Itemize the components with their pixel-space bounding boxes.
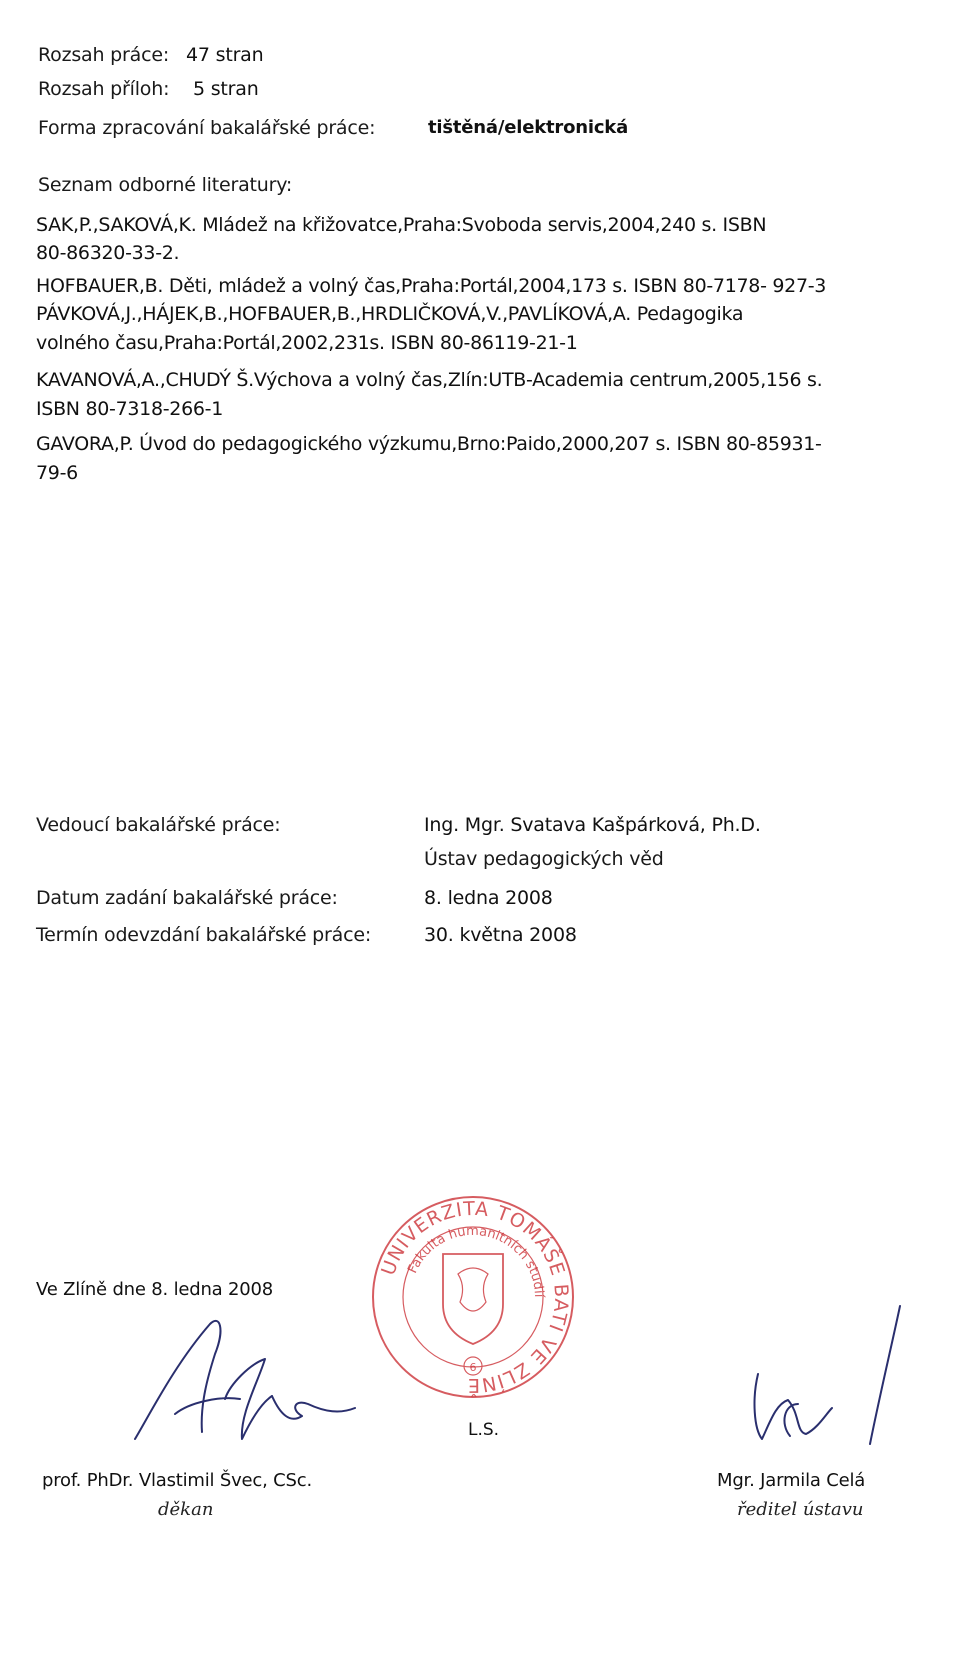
literature-line: HOFBAUER,B. Děti, mládež a volný čas,Praha:Portál,2004,173 s. ISBN 80-7178- 927-3 bbox=[36, 275, 827, 297]
literature-line: GAVORA,P. Úvod do pedagogického výzkumu,Brno:Paido,2000,207 s. ISBN 80-85931- bbox=[36, 433, 822, 455]
literature-line: volného času,Praha:Portál,2002,231s. ISBN 80-86119-21-1 bbox=[36, 332, 578, 354]
place-date: Ve Zlíně dne 8. ledna 2008 bbox=[36, 1279, 274, 1300]
literature-line: PÁVKOVÁ,J.,HÁJEK,B.,HOFBAUER,B.,HRDLIČKOVÁ,V.,PAVLÍKOVÁ,A. Pedagogika bbox=[36, 303, 744, 325]
director-name: Mgr. Jarmila Celá bbox=[717, 1470, 866, 1491]
zadani-label: Datum zadání bakalářské práce: bbox=[36, 887, 338, 909]
vedouci-name: Ing. Mgr. Svatava Kašpárková, Ph.D. bbox=[424, 814, 761, 836]
zadani-value: 8. ledna 2008 bbox=[424, 887, 553, 909]
rozsah-prace-label: Rozsah práce: bbox=[38, 44, 170, 66]
literature-heading: Seznam odborné literatury: bbox=[38, 174, 293, 196]
director-role: ředitel ústavu bbox=[737, 1499, 864, 1520]
dean-signature bbox=[130, 1304, 360, 1454]
dean-role: děkan bbox=[158, 1499, 214, 1520]
literature-line: SAK,P.,SAKOVÁ,K. Mládež na křižovatce,Praha:Svoboda servis,2004,240 s. ISBN bbox=[36, 214, 767, 236]
literature-line: KAVANOVÁ,A.,CHUDÝ Š.Výchova a volný čas,Zlín:UTB-Academia centrum,2005,156 s. bbox=[36, 369, 823, 391]
forma-label: Forma zpracování bakalářské práce: bbox=[38, 117, 376, 139]
dean-name: prof. PhDr. Vlastimil Švec, CSc. bbox=[42, 1470, 312, 1491]
stamp-outer-text: UNIVERZITA TOMÁŠE BATI VE ZLÍNĚ bbox=[377, 1197, 573, 1397]
vedouci-dept: Ústav pedagogických věd bbox=[424, 848, 664, 870]
odevzdani-value: 30. května 2008 bbox=[424, 924, 577, 946]
rozsah-prace-value: 47 stran bbox=[186, 44, 264, 66]
forma-value: tištěná/elektronická bbox=[428, 117, 629, 138]
ls-mark: L.S. bbox=[468, 1420, 500, 1440]
university-stamp bbox=[368, 1192, 578, 1402]
stamp-number: 6 bbox=[469, 1361, 477, 1374]
rozsah-priloh-label: Rozsah příloh: bbox=[38, 78, 170, 100]
vedouci-label: Vedoucí bakalářské práce: bbox=[36, 814, 281, 836]
literature-line: 80-86320-33-2. bbox=[36, 242, 180, 264]
director-signature bbox=[740, 1304, 920, 1454]
literature-line: ISBN 80-7318-266-1 bbox=[36, 398, 224, 420]
stamp-inner-text: Fakulta humanitních studií bbox=[405, 1223, 547, 1298]
odevzdani-label: Termín odevzdání bakalářské práce: bbox=[36, 924, 372, 946]
rozsah-priloh-value: 5 stran bbox=[193, 78, 259, 100]
literature-line: 79-6 bbox=[36, 462, 78, 484]
